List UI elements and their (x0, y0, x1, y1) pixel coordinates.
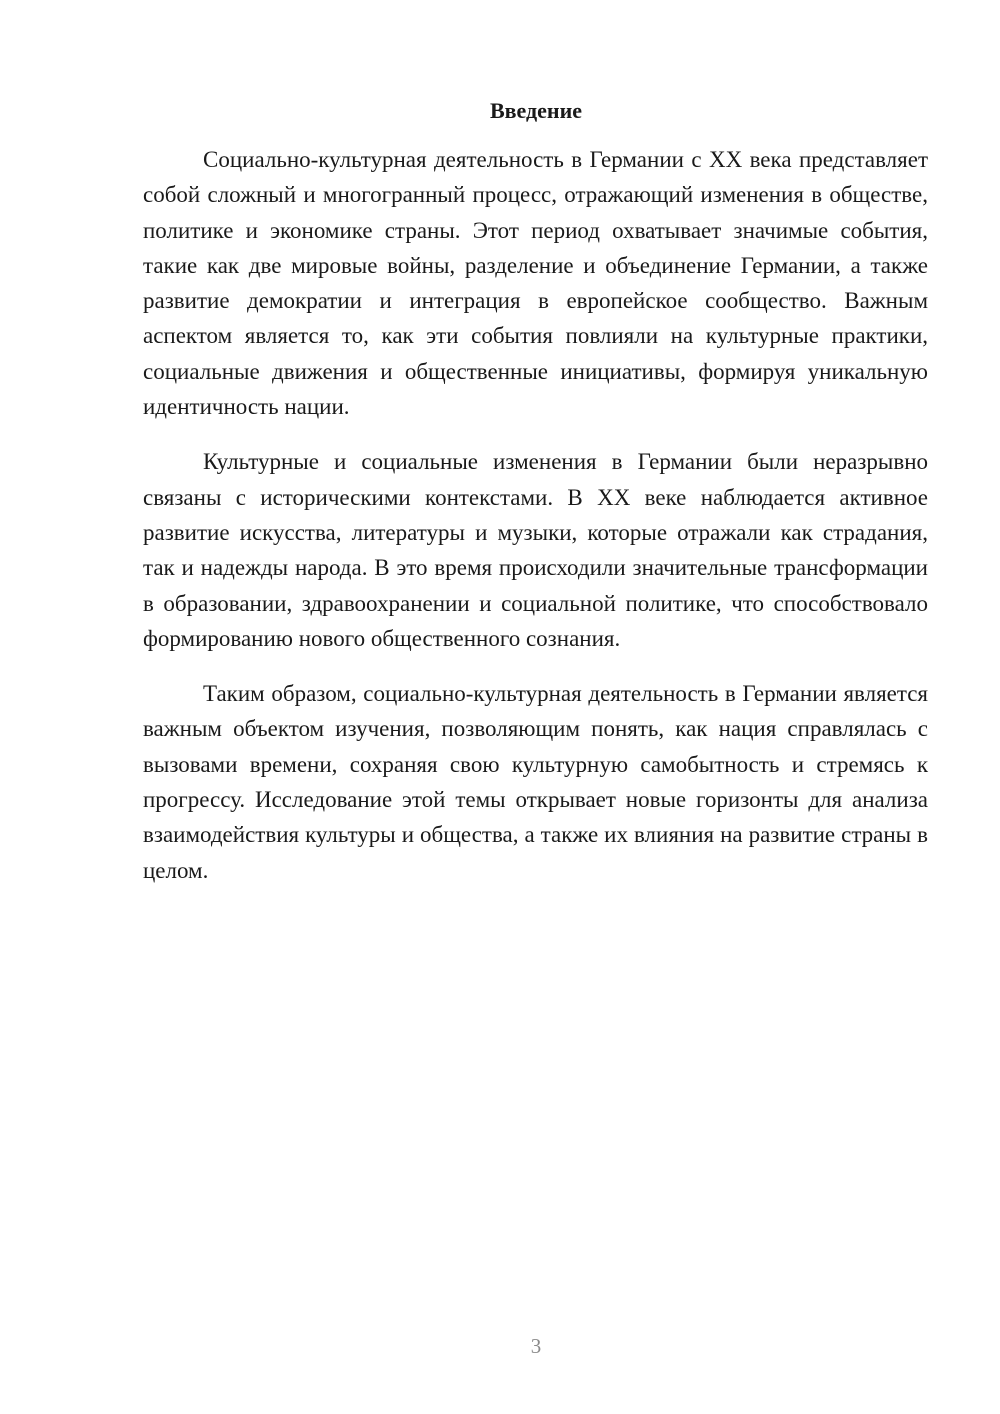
paragraph-2: Культурные и социальные изменения в Германии были неразрывно связаны с историческими контекстами. В XX веке наблюдается активное развитие искусства, литературы и музыки, которые отражали как страдания, так и надежды народа. В это время происходили значительные трансформации в образовании, здравоохранении и социальной политике, что способствовало формированию нового общественного сознания. (143, 449, 928, 651)
paragraph-1: Социально-культурная деятельность в Германии с XX века представляет собой сложный и многогранный процесс, отражающий изменения в обществе, политике и экономике страны. Этот период охватывает значимые события, такие как две мировые войны, разделение и объединение Германии, а также развитие демократии и интеграция в европейское сообщество. Важным аспектом является то, как эти события повлияли на культурные практики, социальные движения и общественные инициативы, формируя уникальную идентичность нации. (143, 147, 928, 420)
body-text (143, 142, 928, 908)
paragraph-3: Таким образом, социально-культурная деятельность в Германии является важным объектом изучения, позволяющим понять, как нация справлялась с вызовами времени, сохраняя свою культурную самобытность и стремясь к прогрессу. Исследование этой темы открывает новые горизонты для анализа взаимодействия культуры и общества, а также их влияния на развитие страны в целом. (143, 681, 928, 883)
page-number: 3 (530, 1334, 542, 1358)
section-heading: Введение (489, 98, 583, 123)
